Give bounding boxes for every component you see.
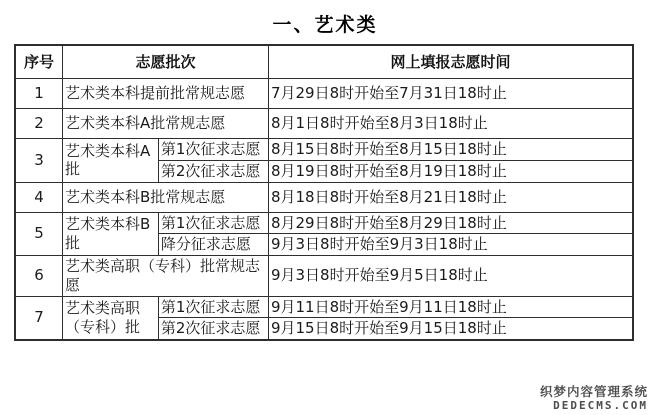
row-time: 8月29日8时开始至8月29日18时止 [268, 212, 633, 234]
page-title: 一、艺术类 [272, 14, 378, 36]
row-no: 7 [15, 296, 62, 340]
watermark-cms-domain: DEDECMS.COM [553, 399, 648, 412]
row-no: 6 [15, 256, 62, 297]
dedecms-watermark [540, 385, 648, 412]
row-sub-batch: 降分征求志愿 [158, 234, 268, 256]
row-batch: 艺术类本科A批常规志愿 [62, 109, 268, 139]
row-time: 9月15日8时开始至9月15日18时止 [268, 318, 633, 340]
row-no: 2 [15, 109, 62, 139]
row-time: 9月11日8时开始至9月11日18时止 [268, 296, 633, 318]
row-time: 8月1日8时开始至8月3日18时止 [268, 109, 633, 139]
col-header-batch: 志愿批次 [62, 45, 268, 79]
row-no: 5 [15, 212, 62, 256]
row-time: 9月3日8时开始至9月3日18时止 [268, 234, 633, 256]
table-row [15, 296, 633, 318]
volunteer-schedule-table [14, 44, 634, 341]
row-sub-batch: 第1次征求志愿 [158, 296, 268, 318]
row-batch: 艺术类本科A批 [62, 139, 158, 183]
table-row [15, 212, 633, 234]
row-batch: 艺术类高职（专科）批常规志愿 [62, 256, 268, 297]
table-row [15, 79, 633, 109]
row-batch: 艺术类本科B批 [62, 212, 158, 256]
row-batch: 艺术类本科B批常规志愿 [62, 182, 268, 212]
watermark-cms-name: 织梦内容管理系统 [539, 384, 648, 399]
col-header-time: 网上填报志愿时间 [268, 45, 633, 79]
col-header-no: 序号 [15, 45, 62, 79]
row-time: 8月15日8时开始至8月15日18时止 [268, 139, 633, 161]
row-no: 4 [15, 182, 62, 212]
row-sub-batch: 第2次征求志愿 [158, 318, 268, 340]
row-time: 8月18日8时开始至8月21日18时止 [268, 182, 633, 212]
row-sub-batch: 第2次征求志愿 [158, 160, 268, 182]
row-batch: 艺术类高职（专科）批 [62, 296, 158, 340]
table-row [15, 109, 633, 139]
row-batch: 艺术类本科提前批常规志愿 [62, 79, 268, 109]
table-header-row [15, 45, 633, 79]
row-sub-batch: 第1次征求志愿 [158, 212, 268, 234]
row-no: 3 [15, 139, 62, 183]
row-time: 8月19日8时开始至8月19日18时止 [268, 160, 633, 182]
table-row [15, 182, 633, 212]
row-no: 1 [15, 79, 62, 109]
row-sub-batch: 第1次征求志愿 [158, 139, 268, 161]
row-time: 9月3日8时开始至9月5日18时止 [268, 256, 633, 297]
row-time: 7月29日8时开始至7月31日18时止 [268, 79, 633, 109]
table-row [15, 139, 633, 161]
table-row [15, 256, 633, 297]
